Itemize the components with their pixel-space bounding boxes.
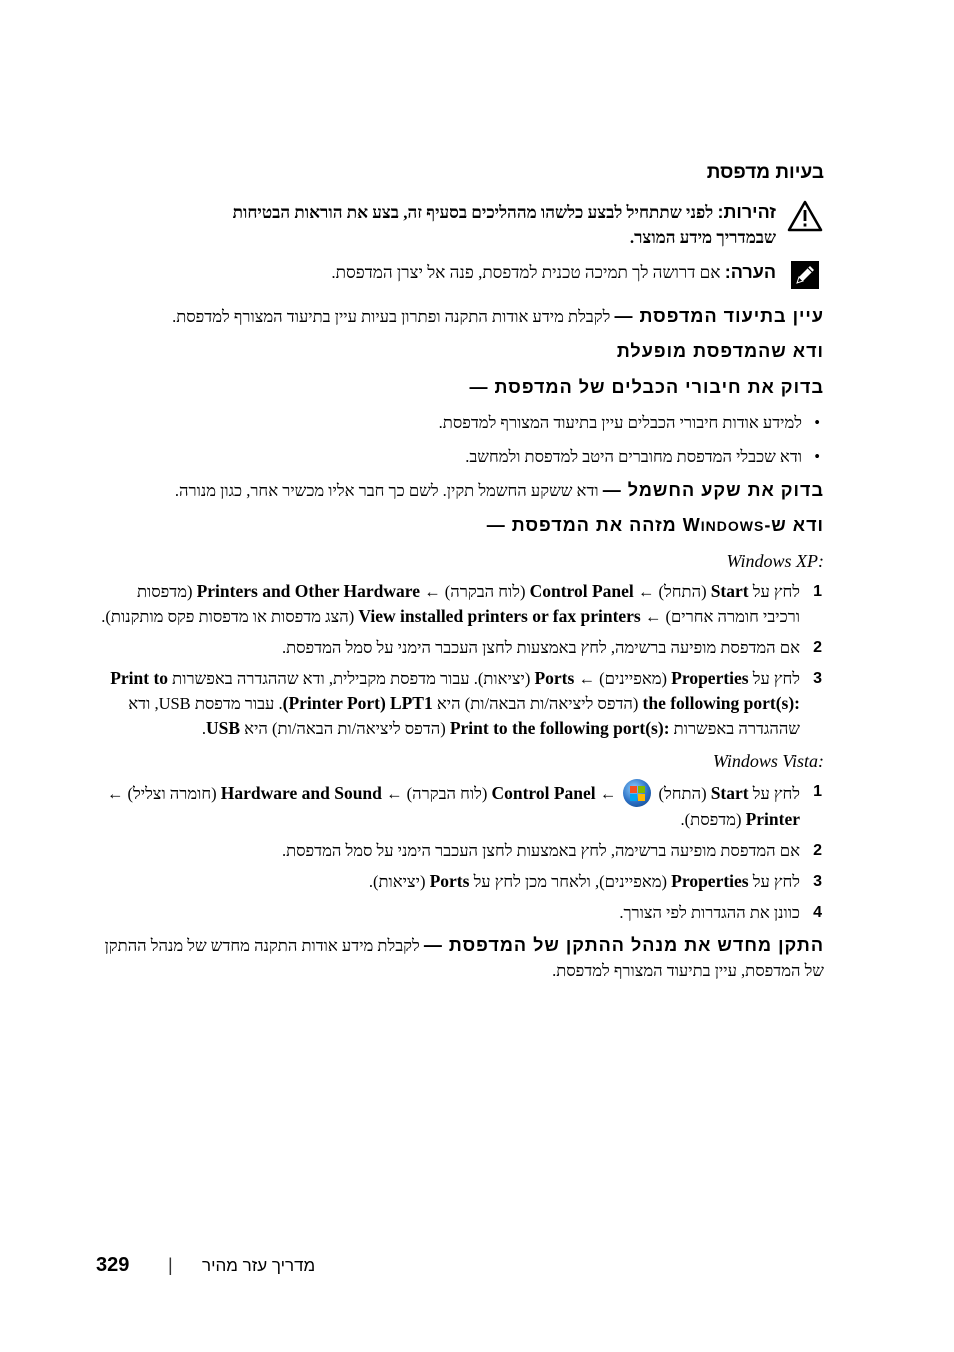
list-item <box>96 579 822 629</box>
step-bold: Ports <box>534 668 575 688</box>
step-text: (לוח הבקרה) ← <box>424 582 526 601</box>
step-text: לחץ על <box>752 582 800 601</box>
footer-separator: | <box>168 1255 173 1275</box>
step-text: (מדפסת). <box>680 810 742 829</box>
check-docs-lead: עיין בתיעוד המדפסת — <box>614 306 824 326</box>
step-bold: View installed printers or fax printers <box>358 606 641 626</box>
step-text: לחץ על <box>752 784 800 803</box>
page-number: 329 <box>96 1254 130 1276</box>
os-label-vista-text: Windows Vista: <box>712 751 824 771</box>
warning-notice <box>96 200 824 250</box>
step-text: לחץ על <box>752 872 800 891</box>
step-bold: Printers and Other Hardware <box>196 581 421 601</box>
step-text: לחץ על <box>752 669 800 688</box>
step-text: (הצג מדפסות או מדפסות פקס מותקנות). <box>101 607 355 626</box>
document-page <box>96 160 824 992</box>
heading-windows-word <box>683 515 765 535</box>
section-title: בעיות מדפסת <box>706 162 824 183</box>
step-text: אם המדפסת מופיעה ברשימה, לחץ באמצעות לחצן העכבר הימני על סמל המדפסת. <box>281 638 800 657</box>
step-text: (יציאות). עבור מדפסת מקבילית, ודא שההגדרה באפשרות <box>172 669 531 688</box>
step-bold: Printer <box>745 809 800 829</box>
step-text: אם המדפסת מופיעה ברשימה, לחץ באמצעות לחצן העכבר הימני על סמל המדפסת. <box>281 841 800 860</box>
step-bold: USB <box>206 718 241 738</box>
heading-windows-recognizes <box>96 512 824 539</box>
list-item <box>96 900 822 925</box>
os-label-xp <box>96 549 824 573</box>
step-bold: Print to the following port(s): <box>110 668 800 713</box>
heading-windows-post: מזהה את המדפסת — <box>486 515 683 535</box>
step-bold: Properties <box>671 871 749 891</box>
step-text: ← <box>599 784 617 803</box>
list-item <box>96 779 822 832</box>
step-bold: Start <box>710 581 749 601</box>
heading-printer-on: ודא שהמדפסת מופעלת <box>616 341 824 361</box>
list-item: • למידע אודות חיבורי הכבלים עיין בתיעוד המצורף למדפסת. <box>96 410 802 435</box>
vista-steps <box>96 779 824 925</box>
step-text: (מאפיינים), ולאחר מכן לחץ על <box>473 872 668 891</box>
reinstall-driver-paragraph <box>96 933 824 983</box>
list-item <box>96 838 822 863</box>
note-text <box>331 260 776 285</box>
step-text: (מאפיינים) ← <box>578 669 668 688</box>
heading-windows-pre: ודא ש- <box>764 515 824 535</box>
step-text: (יציאות). <box>368 872 426 891</box>
list-item <box>96 635 822 660</box>
warning-triangle-icon <box>786 200 824 234</box>
check-docs-paragraph <box>96 304 824 329</box>
warning-label: זהירות: <box>717 202 776 222</box>
step-text: (לוח הבקרה) ← <box>386 784 488 803</box>
heading-windows-w: W <box>682 515 701 535</box>
step-number: 2 <box>813 842 822 859</box>
windows-start-orb-icon <box>623 779 651 807</box>
step-number: 1 <box>813 783 822 800</box>
list-item: • ודא שכבלי המדפסת מחוברים היטב למדפסת ולמחשב. <box>96 444 802 469</box>
step-text: (הדפס ליציאה/ות הבאה/ות) היא <box>436 694 639 713</box>
list-item <box>96 869 822 894</box>
step-number: 4 <box>813 904 822 921</box>
step-number: 3 <box>813 670 822 687</box>
power-outlet-paragraph <box>96 478 824 503</box>
os-label-xp-text: Windows XP: <box>726 551 824 571</box>
step-text: . עבור מדפסת USB, ודא שההגדרה באפשרות <box>128 694 800 738</box>
step-bold: Properties <box>671 668 749 688</box>
page-footer <box>96 1254 336 1277</box>
step-text: (התחל) <box>658 784 707 803</box>
step-bold: Control Panel <box>529 581 634 601</box>
heading-windows-indows: INDOWS <box>700 518 765 534</box>
warning-text <box>233 200 776 250</box>
step-number: 3 <box>813 873 822 890</box>
step-text: (התחל) ← <box>637 582 707 601</box>
note-label: הערה: <box>724 262 776 282</box>
note-body: אם דרושה לך תמיכה טכנית למדפסת, פנה אל יצרן המדפסת. <box>331 263 721 282</box>
step-bold: LPT1 <box>389 693 433 713</box>
xp-steps <box>96 579 824 741</box>
reinstall-lead: התקן מחדש את מנהל ההתקן של המדפסת — <box>423 935 824 955</box>
step-bold: Start <box>710 783 749 803</box>
os-label-vista <box>96 749 824 773</box>
step-text: . <box>201 719 206 738</box>
warning-body-2: שבמדריך מידע המוצר. <box>629 228 776 247</box>
heading-check-cables: בדוק את חיבורי הכבלים של המדפסת — <box>469 377 824 397</box>
list-item <box>96 666 822 741</box>
warning-body: לפני שתתחיל לבצע כלשהו מההליכים בסעיף זה, בצע את הוראות הבטיחות <box>232 203 714 222</box>
step-number: 2 <box>813 639 822 656</box>
reinstall-text: לקבלת מידע אודות התקנה מחדש של מנהל ההתקן של המדפסת, עיין בתיעוד המצורף למדפסת. <box>104 936 824 980</box>
note-notice <box>96 260 824 294</box>
power-outlet-text: ודא ששקע החשמל תקין. לשם כך חבר אליו מכשיר אחר, כגון מנורה. <box>174 481 599 500</box>
step-text: (חומרה וצליל) ← <box>106 784 217 803</box>
cable-bullet-list <box>96 410 824 469</box>
step-bold: Hardware and Sound <box>220 783 382 803</box>
step-text: (מדפסות ורכיבי חומרה אחרים) ← <box>136 582 800 626</box>
step-text: כוונן את ההגדרות לפי הצורך. <box>619 903 800 922</box>
step-bold: (Printer Port) <box>282 693 386 713</box>
step-bold: Print to the following port(s): <box>449 718 670 738</box>
power-outlet-lead: בדוק את שקע החשמל — <box>602 480 824 500</box>
step-number: 1 <box>813 583 822 600</box>
check-docs-text: לקבלת מידע אודות התקנה ופתרון בעיות עיין בתיעוד המצורף למדפסת. <box>172 307 611 326</box>
footer-title: מדריך עזר מהיר <box>202 1255 316 1275</box>
step-text: (הדפס ליציאה/ות הבאה/ות) היא <box>244 719 446 738</box>
step-bold: Ports <box>429 871 470 891</box>
note-pencil-icon <box>786 260 824 294</box>
step-bold: Control Panel <box>491 783 596 803</box>
